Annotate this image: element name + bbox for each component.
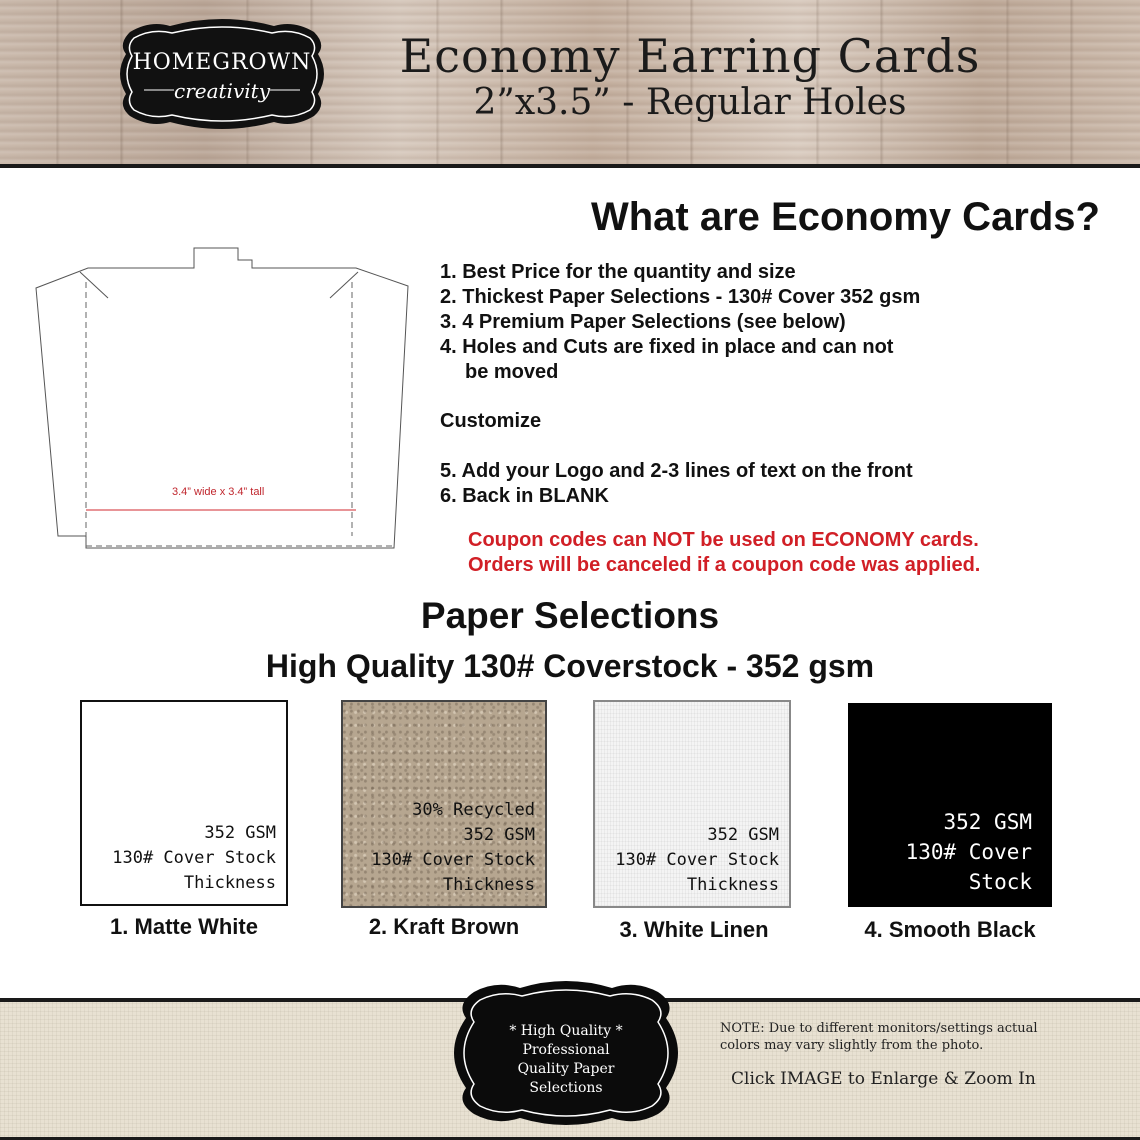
swatch-spec	[906, 807, 1032, 897]
spec-line: 130# Cover Stock	[371, 850, 535, 870]
earring-card-diagram	[28, 240, 414, 576]
logo-homegrown-text: HOMEGROWN	[132, 50, 312, 75]
swatch-white-linen	[593, 700, 791, 908]
page-subtitle: 2”x3.5” - Regular Holes	[473, 82, 907, 123]
spec-line: Stock	[968, 870, 1032, 894]
swatch-matte-white	[80, 700, 288, 906]
zoom-instruction: Click IMAGE to Enlarge & Zoom In	[731, 1069, 1036, 1089]
spec-line: 130# Cover Stock	[112, 848, 276, 868]
swatch-label: 4. Smooth Black	[864, 917, 1036, 942]
spec-line: 130# Cover	[905, 840, 1032, 864]
badge-text	[470, 1022, 662, 1098]
paper-selections-heading: Paper Selections	[420, 595, 720, 636]
list-item: 5. Add your Logo and 2-3 lines of text on the front	[440, 460, 913, 482]
swatch-label: 3. White Linen	[619, 917, 769, 942]
swatch-spec	[615, 823, 779, 898]
badge-line: Professional	[522, 1042, 610, 1058]
list-item: 4. Holes and Cuts are fixed in place and can not	[440, 336, 894, 358]
color-note	[720, 1020, 1130, 1054]
paper-selections-subheading: High Quality 130# Coverstock - 352 gsm	[265, 648, 875, 684]
list-item: be moved	[465, 361, 559, 383]
economy-cards-heading: What are Economy Cards?	[590, 195, 1100, 239]
spec-line: 352 GSM	[204, 823, 276, 843]
spec-line: Thickness	[183, 873, 276, 893]
swatch-label: 2. Kraft Brown	[368, 914, 520, 939]
list-item: 1. Best Price for the quantity and size	[440, 261, 796, 283]
coupon-warning	[468, 528, 1108, 578]
coupon-warning-line: Orders will be canceled if a coupon code was applied.	[468, 554, 981, 576]
badge-line: * High Quality *	[509, 1023, 623, 1039]
spec-line: 352 GSM	[463, 825, 535, 845]
dimension-label: 3.4” wide x 3.4” tall	[172, 486, 265, 498]
customize-list	[440, 459, 1080, 509]
swatch-spec	[112, 821, 276, 896]
swatch-label: 1. Matte White	[110, 914, 258, 939]
spec-line: 352 GSM	[707, 825, 779, 845]
homegrown-creativity-logo	[110, 14, 334, 134]
spec-line: 130# Cover Stock	[615, 850, 779, 870]
coupon-warning-line: Coupon codes can NOT be used on ECONOMY cards.	[468, 529, 979, 551]
spec-line: Thickness	[686, 875, 779, 895]
list-item: 2. Thickest Paper Selections - 130# Cover 352 gsm	[440, 286, 921, 308]
customize-heading: Customize	[440, 410, 542, 432]
swatch-kraft-brown	[341, 700, 547, 908]
note-line: colors may vary slightly from the photo.	[720, 1038, 984, 1053]
list-item: 3. 4 Premium Paper Selections (see below)	[440, 311, 846, 333]
badge-line: Selections	[529, 1080, 603, 1096]
list-item: 6. Back in BLANK	[440, 485, 609, 507]
spec-line: 352 GSM	[943, 810, 1032, 834]
badge-line: Quality Paper	[517, 1061, 615, 1077]
swatch-spec	[371, 798, 535, 898]
swatch-smooth-black	[848, 703, 1052, 907]
note-line: NOTE: Due to different monitors/settings actual	[720, 1021, 1038, 1036]
header-banner	[0, 0, 1140, 168]
spec-line: Thickness	[442, 875, 535, 895]
page-title: Economy Earring Cards	[399, 29, 981, 83]
features-list	[440, 260, 1080, 385]
logo-creativity-text: creativity	[174, 79, 270, 103]
spec-line: 30% Recycled	[412, 800, 535, 820]
